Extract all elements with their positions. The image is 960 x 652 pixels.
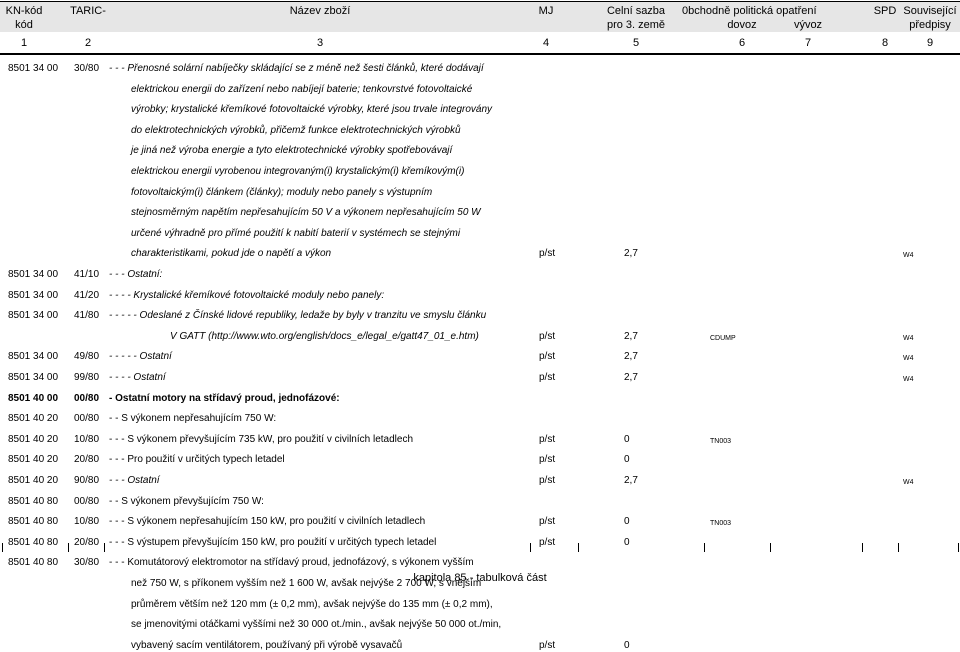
description-line: - - - S výkonem nepřesahujícím 150 kW, pro použití v civilních letadlech [109,516,426,528]
taric-code: 10/80 [74,433,100,445]
header-col-sublabel: kód [15,19,33,31]
description-line: určené výhradně pro přímé použití k nabití baterií v systémech se stejnými [131,227,461,239]
kn-code: 8501 40 20 [8,475,59,486]
column-tick [104,543,105,552]
column-tick [68,543,69,552]
spd-code: W4 [903,376,914,383]
import-measure: TN003 [710,437,732,445]
description-line: fotovoltaickým(i) článkem (články); moduly nebo panely s výstupním [131,186,433,198]
header-top-rule [0,1,960,2]
taric-code: 00/80 [74,392,100,404]
header-col-number: 4 [542,37,550,49]
duty-rate: 2,7 [624,351,638,363]
description-line: vybavený sacím ventilátorem, používaný při výrobě vysavačů [131,639,403,651]
kn-code: 8501 40 20 [8,433,59,445]
duty-rate: 2,7 [624,372,638,383]
header-col-number: 2 [84,37,92,49]
header-col-sublabel: předpisy [909,19,951,31]
header-col-label: Související [903,5,957,17]
column-tick [704,543,705,552]
duty-rate: 0 [624,454,630,466]
kn-code: 8501 40 80 [8,536,59,548]
unit-of-measure: p/st [539,536,556,548]
description-line: - - - Komutátorový elektromotor na střídavý proud, jednofázový, s výkonem vyšším [109,557,474,569]
spd-code: W4 [903,479,914,486]
description-line: - - - - Ostatní [109,372,166,383]
taric-code: 99/80 [74,372,100,383]
description-line: do elektrotechnických výrobků, přičemž funkce elektrotechnických výrobků [131,124,461,136]
kn-code: 8501 40 20 [8,454,59,466]
description-line: V GATT (http://www.wto.org/english/docs_e/legal_e/gatt47_01_e.htm) [170,330,479,342]
duty-rate: 0 [624,639,630,651]
kn-code: 8501 34 00 [8,63,59,74]
duty-rate: 2,7 [624,330,638,342]
description-line: stejnosměrným napětím nepřesahujícím 50 V a výkonem nepřesahujícím 50 W [131,207,481,219]
page-footer: kapitola 85 - tabulková část [413,572,547,584]
description-line: - - - - Krystalické křemíkové fotovoltaické moduly nebo panely: [109,289,385,301]
description-line: elektrickou energii do zařízení nebo nabíjejí baterie; tenkovrstvé fotovoltaické [131,83,473,95]
unit-of-measure: p/st [539,516,556,528]
header-col-label: SPD [873,5,897,17]
header-col-number: 6 [738,37,746,49]
unit-of-measure: p/st [539,372,556,383]
taric-code: 41/20 [74,289,100,301]
unit-of-measure: p/st [539,475,556,486]
description-line: průměrem větším než 120 mm (± 0,2 mm), avšak nejvýše do 135 mm (± 0,2 mm), [131,598,493,610]
header-col-label: Název zboží [289,5,351,17]
header-col-sublabel: dovoz [727,19,757,31]
kn-code: 8501 40 80 [8,516,59,528]
description-line: - - - Přenosné solární nabíječky skládající se z méně než šesti článků, které dodávají [109,63,484,74]
column-tick [770,543,771,552]
column-tick [958,543,959,552]
unit-of-measure: p/st [539,454,556,466]
header-col-label: Celní sazba [606,5,666,17]
header-col-label: 0bchodně politická opatření [682,5,817,17]
description-line: - - - Pro použití v určitých typech letadel [109,454,285,466]
column-tick [898,543,899,552]
unit-of-measure: p/st [539,639,556,651]
description-line: - - - - - Ostatní [109,351,172,363]
description-line: výrobky; krystalické křemíkové fotovoltaické výrobky, které jsou trvale integrovány [131,104,493,116]
duty-rate: 2,7 [624,248,638,260]
kn-code: 8501 34 00 [8,310,59,322]
kn-code: 8501 40 00 [8,392,59,404]
description-line: se jmenovitými otáčkami vyššími než 30 000 ot./min., avšak nejvýše 50 000 ot./min, [131,619,502,631]
spd-code: W4 [903,252,914,260]
taric-code: 49/80 [74,351,100,363]
header-bottom-rule [0,53,960,55]
kn-code: 8501 40 20 [8,413,59,425]
taric-code: 00/80 [74,495,100,507]
taric-code: 90/80 [74,475,100,486]
column-tick [2,543,3,552]
unit-of-measure: p/st [539,330,556,342]
description-line: než 750 W, s příkonem vyšším než 1 600 W, avšak nejvýše 2 700 W, s vnějším [131,578,482,589]
kn-code: 8501 34 00 [8,372,59,383]
unit-of-measure: p/st [539,433,556,445]
header-col-sublabel: vývoz [793,19,823,31]
kn-code: 8501 34 00 [8,269,59,280]
description-line: - - S výkonem nepřesahujícím 750 W: [109,413,277,425]
kn-code: 8501 40 80 [8,495,59,507]
header-col-number: 8 [881,37,889,49]
taric-code: 10/80 [74,516,100,528]
import-measure: TN003 [710,520,732,528]
description-line: elektrickou energii vyrobenou integrovaným(i) krystalickým(i) křemíkovým(i) [131,166,465,177]
column-tick [530,543,531,552]
taric-code: 30/80 [74,63,100,74]
description-line: - - - S výstupem převyšujícím 150 kW, pro použití v určitých typech letadel [109,536,437,548]
column-tick [862,543,863,552]
description-line: je jiná než výroba energie a tyto elektrotechnické výrobky spotřebovávají [131,145,453,157]
description-line: - - - Ostatní [109,475,160,486]
taric-code: 30/80 [74,557,100,569]
spd-code: W4 [903,355,914,363]
header-col-label: TARIC- [70,5,106,17]
kn-code: 8501 34 00 [8,351,59,363]
duty-rate: 0 [624,516,630,528]
description-line: - Ostatní motory na střídavý proud, jednofázové: [109,392,340,404]
description-line: - - S výkonem převyšujícím 750 W: [109,495,264,507]
kn-code: 8501 40 80 [8,557,59,569]
description-line: - - - Ostatní: [109,269,163,280]
header-col-number: 1 [20,37,28,49]
taric-code: 41/10 [74,269,100,280]
description-line: - - - - - Odeslané z Čínské lidové republiky, ledaže by byly v tranzitu ve smyslu článku [109,310,487,322]
unit-of-measure: p/st [539,351,556,363]
duty-rate: 0 [624,433,630,445]
import-measure: CDUMP [710,334,736,342]
column-tick [578,543,579,552]
header-col-number: 9 [926,37,934,49]
unit-of-measure: p/st [539,248,556,260]
spd-code: W4 [903,334,914,342]
header-col-number: 3 [316,37,324,49]
header-col-sublabel: pro 3. země [606,19,666,31]
duty-rate: 2,7 [624,475,638,486]
header-col-number: 5 [632,37,640,49]
kn-code: 8501 34 00 [8,289,59,301]
taric-code: 20/80 [74,536,100,548]
description-line: charakteristikami, pokud jde o napětí a výkon [131,248,332,260]
taric-code: 20/80 [74,454,100,466]
header-col-label: KN-kód [5,5,43,17]
taric-code: 00/80 [74,413,100,425]
duty-rate: 0 [624,536,630,548]
taric-code: 41/80 [74,310,100,322]
header-col-label: MJ [538,5,554,17]
description-line: - - - S výkonem převyšujícím 735 kW, pro použití v civilních letadlech [109,433,413,445]
header-col-number: 7 [804,37,812,49]
